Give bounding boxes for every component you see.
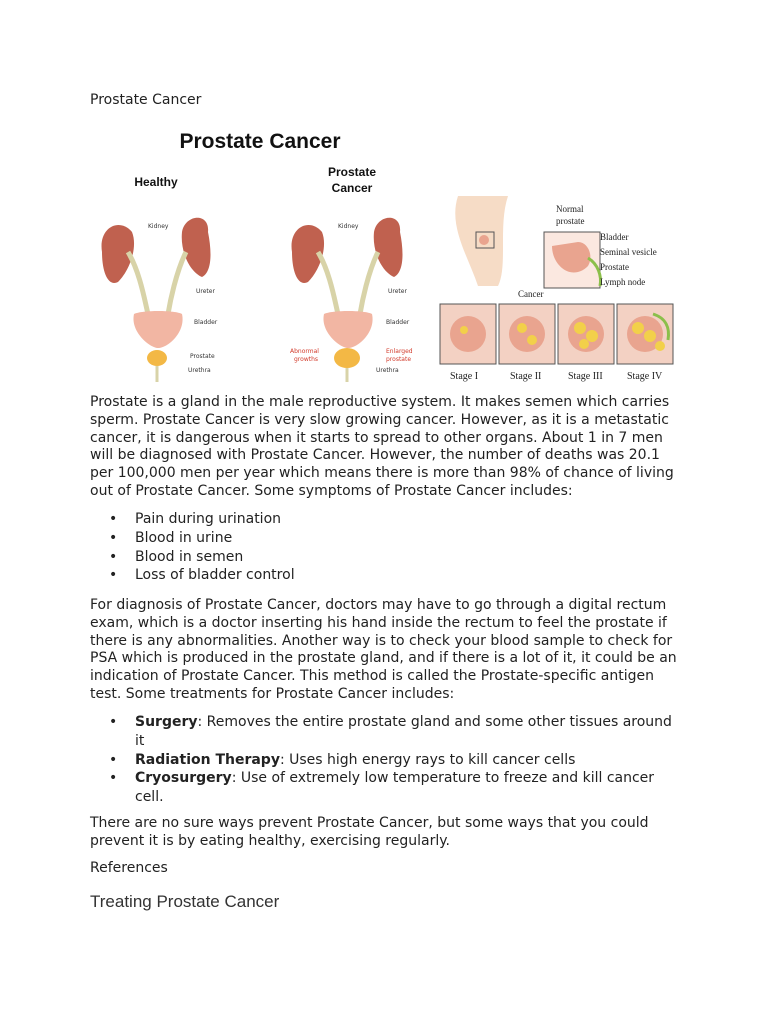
svg-text:Lymph node: Lymph node [600,277,646,287]
svg-text:growths: growths [294,356,319,363]
treatments-list [90,713,725,807]
list-item: • Blood in semen [135,548,725,567]
svg-text:Enlarged: Enlarged [386,348,413,355]
svg-text:prostate: prostate [386,356,412,363]
list-item: • Radiation Therapy: Uses high energy rays to kill cancer cells [135,751,725,770]
svg-text:Urethra: Urethra [188,367,211,374]
prostate-icon [147,350,167,366]
svg-text:Prostate: Prostate [190,353,215,360]
list-item: • Cryosurgery: Use of extremely low temperature to freeze and kill cancer cell. [135,769,725,807]
cancer-diagram [290,218,413,382]
symptoms-list [90,510,725,585]
svg-text:prostate: prostate [556,216,585,226]
section-heading: Treating Prostate Cancer [90,892,280,911]
svg-text:Prostate: Prostate [600,262,629,272]
list-item: • Loss of bladder control [135,566,725,585]
label-prostate-cancer-2: Cancer [331,181,373,195]
label-healthy: Healthy [134,175,178,189]
svg-text:Bladder: Bladder [386,319,410,326]
list-item: • Blood in urine [135,529,725,548]
svg-text:Bladder: Bladder [194,319,218,326]
bladder-icon [133,311,182,348]
list-item: • Surgery: Removes the entire prostate gland and some other tissues around it [135,713,725,751]
svg-text:Ureter: Ureter [196,288,215,295]
svg-text:Kidney: Kidney [148,223,169,230]
list-item: • Pain during urination [135,510,725,529]
references-label: References [90,860,168,876]
svg-text:Kidney: Kidney [338,223,359,230]
svg-text:Urethra: Urethra [376,367,399,374]
label-prostate-cancer-1: Prostate [327,165,377,179]
kidney-right-icon-2 [374,218,403,277]
healthy-diagram [102,218,218,382]
figure-prostate-comparison [90,122,430,384]
enlarged-prostate-icon [334,348,360,368]
svg-text:Seminal vesicle: Seminal vesicle [600,247,657,257]
svg-text:Cancer: Cancer [518,289,544,299]
svg-text:Stage IV: Stage IV [627,371,663,382]
kidney-right-icon [182,218,211,277]
bladder-icon-2 [323,311,372,348]
svg-text:Stage II: Stage II [510,371,542,382]
diagnosis-paragraph: For diagnosis of Prostate Cancer, doctors may have to go through a digital rectum exam, which is a doctor inserting his hand inside the rectum to feel the prostate if there is any abnormalities. Another way is to check your blood sample to check for PSA which is produced in the prostate gland, and if there is a lot of it, it could be an indication of Prostate Cancer. This method is called the Prostate-specific antigen test. Some treatments for Prostate Cancer includes: [90,597,677,702]
svg-text:Bladder: Bladder [600,232,629,242]
svg-text:Stage III: Stage III [568,371,603,382]
figure-cancer-stages [438,196,678,386]
figure-heading: Prostate Cancer [179,130,341,153]
stage-panels [440,304,673,364]
prevention-paragraph: There are no sure ways prevent Prostate Cancer, but some ways that you could prevent it is by eating healthy, exercising regularly. [90,815,649,849]
svg-text:Stage I: Stage I [450,371,479,382]
svg-text:Normal: Normal [556,204,584,214]
svg-text:Abnormal: Abnormal [290,348,319,355]
svg-text:Ureter: Ureter [388,288,407,295]
page-title: Prostate Cancer [90,92,202,108]
intro-paragraph: Prostate is a gland in the male reproductive system. It makes semen which carries sperm. Prostate Cancer is very slow growing cancer. However, as it is a metastatic cancer, it is dangerous when it starts to spread to other organs. About 1 in 7 men will be diagnosed with Prostate Cancer. However, the number of deaths was 20.1 per 100,000 men per year which means there is more than 98% of chance of living out of Prostate Cancer. Some symptoms of Prostate Cancer includes: [90,394,674,499]
